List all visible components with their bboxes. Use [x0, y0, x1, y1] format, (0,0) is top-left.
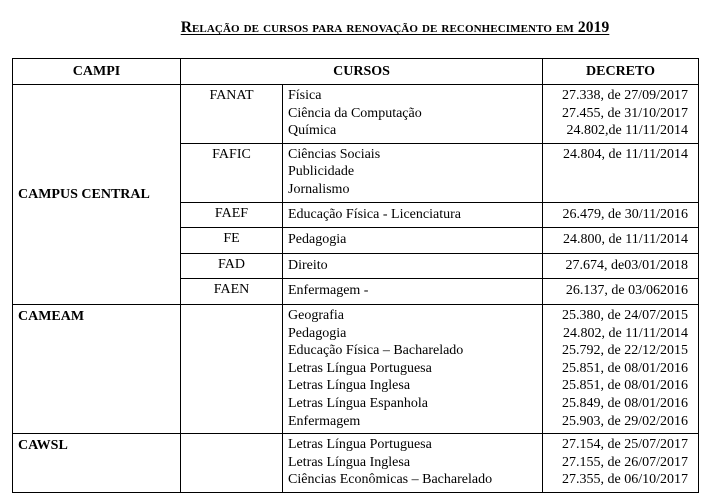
unit-name	[181, 434, 283, 493]
decree-value: 25.903, de 29/02/2016	[562, 413, 689, 429]
unit-name: FAEF	[181, 202, 283, 228]
decree-list	[543, 85, 699, 144]
course-name: Ciências Sociais	[288, 146, 381, 162]
decree-value: 27.455, de 31/10/2017	[562, 105, 689, 121]
course-list	[283, 434, 543, 493]
decree-value: 27.355, de 06/10/2017	[562, 472, 689, 488]
course-name: Educação Física - Licenciatura	[288, 206, 461, 222]
course-name: Enfermagem	[288, 413, 361, 429]
unit-name: FANAT	[181, 85, 283, 144]
table-row	[13, 434, 699, 493]
page-title: Relação de cursos para renovação de reconhecimento em 2019	[180, 19, 610, 36]
decree-value: 24.802,de 11/11/2014	[566, 123, 689, 139]
decree-value: 27.338, de 27/09/2017	[562, 88, 689, 103]
decree-value: 25.851, de 08/01/2016	[562, 360, 689, 376]
header-campi: CAMPI	[13, 59, 181, 85]
decree-value: 24.800, de 11/11/2014	[563, 232, 689, 248]
course-list	[283, 85, 543, 144]
course-name: Enfermagem -	[288, 283, 369, 299]
unit-name: FAFIC	[181, 143, 283, 202]
decree-list	[543, 228, 699, 254]
decree-value: 27.154, de 25/07/2017	[562, 437, 689, 453]
course-name: Letras Língua Espanhola	[288, 395, 428, 411]
campus-name: CAMPUS CENTRAL	[13, 85, 181, 305]
course-list	[283, 143, 543, 202]
course-list	[283, 228, 543, 254]
decree-list	[543, 304, 699, 433]
header-cursos: CURSOS	[181, 59, 543, 85]
course-name: Letras Língua Portuguesa	[288, 437, 432, 453]
course-name: Química	[288, 123, 337, 139]
decree-value: 24.802, de 11/11/2014	[563, 325, 689, 341]
header-decreto: DECRETO	[543, 59, 699, 85]
course-name: Ciências Econômicas – Bacharelado	[288, 472, 493, 488]
course-name: Jornalismo	[288, 181, 350, 197]
course-name: Direito	[288, 257, 328, 273]
decree-value: 25.851, de 08/01/2016	[562, 378, 689, 394]
unit-name: FAD	[181, 253, 283, 279]
decree-value: 25.380, de 24/07/2015	[562, 307, 689, 323]
course-name: Educação Física – Bacharelado	[288, 343, 464, 359]
campus-name: CAMEAM	[13, 304, 181, 433]
course-name: Pedagogia	[288, 325, 347, 341]
course-list	[283, 202, 543, 228]
course-name: Geografia	[288, 307, 344, 323]
course-list	[283, 304, 543, 433]
course-name: Letras Língua Inglesa	[288, 378, 411, 394]
decree-value: 25.792, de 22/12/2015	[562, 343, 689, 359]
unit-name: FAEN	[181, 279, 283, 305]
decree-list	[543, 434, 699, 493]
decree-value: 25.849, de 08/01/2016	[562, 395, 689, 411]
decree-value: 26.137, de 03/062016	[565, 283, 689, 299]
decree-value: 27.674, de03/01/2018	[565, 257, 689, 273]
course-list	[283, 253, 543, 279]
table-row	[13, 85, 699, 144]
table-row	[13, 304, 699, 433]
courses-table	[12, 58, 699, 493]
decree-value: 26.479, de 30/11/2016	[562, 206, 689, 222]
decree-list	[543, 143, 699, 202]
course-list	[283, 279, 543, 305]
course-name: Ciência da Computação	[288, 105, 422, 121]
course-name: Pedagogia	[288, 232, 347, 248]
header-row	[13, 59, 699, 85]
course-name: Letras Língua Inglesa	[288, 454, 411, 470]
decree-list	[543, 279, 699, 305]
decree-value: 27.155, de 26/07/2017	[562, 454, 689, 470]
decree-value: 24.804, de 11/11/2014	[563, 146, 689, 162]
course-name: Física	[288, 88, 322, 103]
decree-list	[543, 253, 699, 279]
course-name: Publicidade	[288, 164, 355, 180]
campus-name: CAWSL	[13, 434, 181, 493]
unit-name: FE	[181, 228, 283, 254]
unit-name	[181, 304, 283, 433]
course-name: Letras Língua Portuguesa	[288, 360, 432, 376]
decree-list	[543, 202, 699, 228]
